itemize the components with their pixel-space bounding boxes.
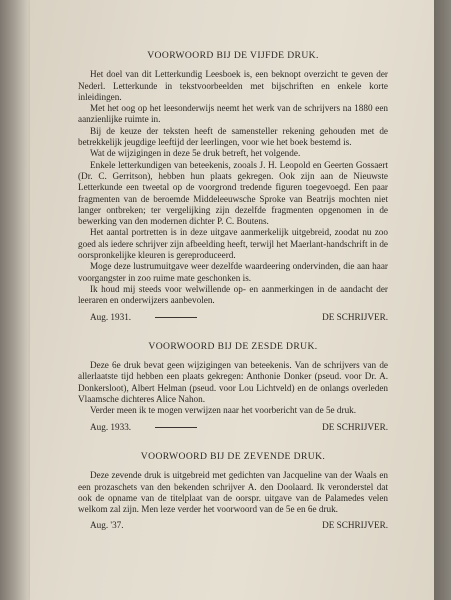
signature-row [78,520,388,531]
section-seventh-edition [78,451,388,532]
signature-row [78,422,388,433]
divider-rule [155,427,197,428]
signature: DE SCHRIJVER. [322,421,388,432]
paragraph: Moge deze lustrumuitgave weer dezelfde waardeering ondervinden, die aan haar voorgangster in zoo ruime mate geschonken is. [78,261,388,283]
signature: DE SCHRIJVER. [322,311,388,322]
signature-row [78,312,388,323]
section-heading: VOORWOORD BIJ DE ZEVENDE DRUK. [140,450,326,462]
date-label: Aug. 1931. [90,311,132,322]
paragraph: Met het oog op het leesonderwijs neemt het werk van de schrijvers na 1880 een aanzienlijke ruimte in. [78,103,388,125]
paragraph: Bij de keuze der teksten heeft de samensteller rekening gehouden met de betrekkelijk jeugdige leeftijd der leerlingen, voor wie het boek bestemd is. [78,125,388,148]
section-sixth-edition [78,341,388,433]
section-fifth-edition [78,50,388,323]
paragraph: Deze zevende druk is uitgebreid met gedichten van Jacqueline van der Waals en een prozaschets van den bekenden schrijver A. den Doolaard. Ik veronderstel dat ook de opname van de titelplaat van de oorspr. uitgave van de Palamedes velen welkom zal zijn. Men leze verder het voorwoord van de 5e en 6e druk. [78,470,388,515]
signature: DE SCHRIJVER. [322,520,388,531]
paragraph: Deze 6e druk bevat geen wijzigingen van beteekenis. Van de schrijvers van de allerlaatste tijd hebben een plaats gekregen: Anthonie Donker (pseud. voor Dr. A. Donkersloot), Albert Helman (pseud. voor Lou Lichtveld) en de onlangs overleden Vlaamsche dichteres Alice Nahon. [78,360,388,405]
paragraph: Wat de wijzigingen in deze 5e druk betreft, het volgende. [90,148,301,159]
paragraph: Verder meen ik te mogen verwijzen naar het voorbericht van de 5e druk. [90,405,357,416]
divider-rule [155,317,197,318]
book-binding [0,0,34,600]
date-label: Aug. 1933. [90,421,132,432]
section-heading: VOORWOORD BIJ DE VIJFDE DRUK. [147,50,319,61]
page-edge [434,0,451,600]
paragraph: Ik houd mij steeds voor welwillende op- en aanmerkingen in de aandacht der leeraren en onderwijzers aanbevolen. [78,283,388,306]
paragraph: Enkele letterkundigen van beteekenis, zooals J. H. Leopold en Geerten Gossaert (Dr. C. Gerritson), hebben hun plaats gekregen. Ook zijn aan de Nieuwste Letterkunde een tweetal op de voorgrond tredende figuren toegevoegd. Een paar fragmenten van de beroemde Middeleeuwsche Sproke van Beatrijs mochten niet langer ontbreken; ter vergelijking zijn dezelfde fragmenten opgenomen in de bewerking van den modernen dichter P. C. Boutens. [78,159,388,227]
section-heading: VOORWOORD BIJ DE ZESDE DRUK. [148,340,318,352]
preface-text [78,50,388,550]
date-label: Aug. '37. [90,520,124,531]
paragraph: Het doel van dit Letterkundig Leesboek is, een beknopt overzicht te geven der Nederl. Letterkunde in tekstvoorbeelden met bijschriften en enkele korte inleidingen. [78,69,388,102]
paragraph: Het aantal portretten is in deze uitgave aanmerkelijk uitgebreid, zoodat nu zoo goed als iedere schrijver zijn afbeelding heeft, terwijl het Maerlant-handschrift in de oorspronkelijke kleuren is gereproduceerd. [78,227,388,261]
